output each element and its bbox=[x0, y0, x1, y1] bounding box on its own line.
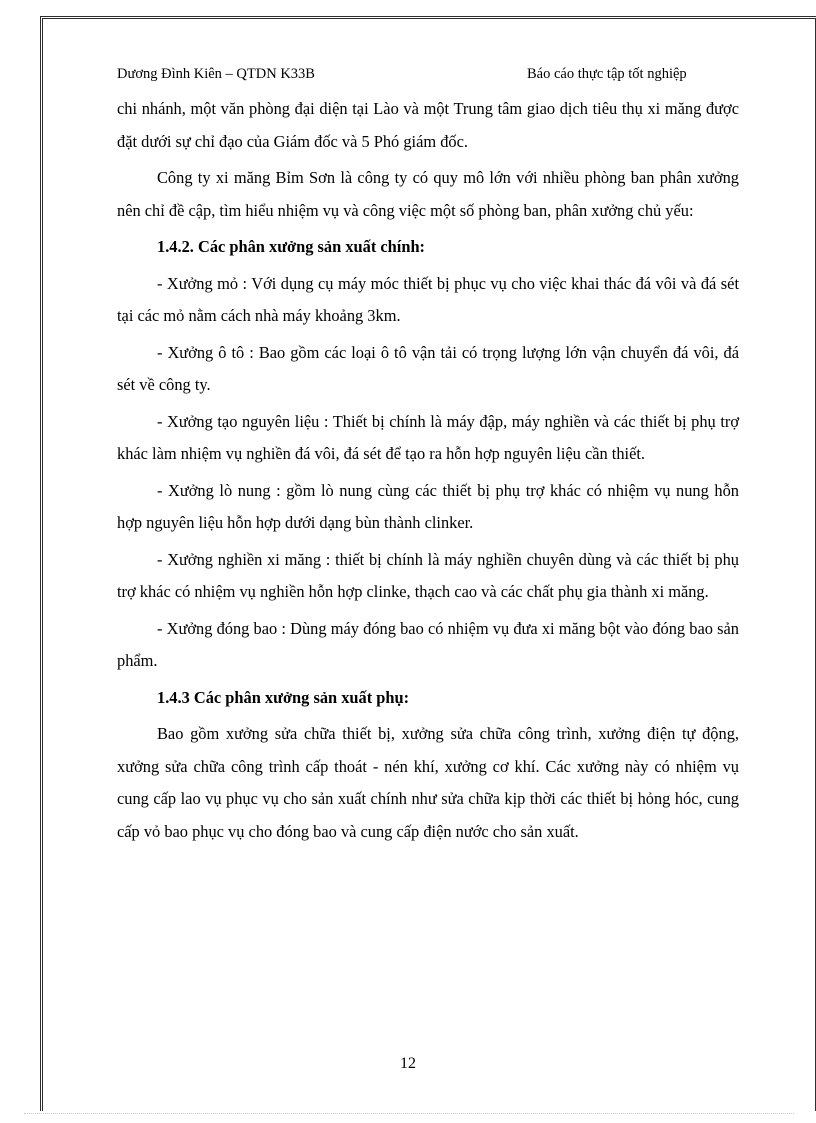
paragraph-xuong-dong-bao: - Xưởng đóng bao : Dùng máy đóng bao có nhiệm vụ đưa xi măng bột vào đóng bao sản phẩm. bbox=[117, 618, 739, 670]
paragraph-company-overview: Công ty xi măng Bỉm Sơn là công ty có quy mô lớn với nhiều phòng ban phân xưởng nên chỉ đề cập, tìm hiểu nhiệm vụ và công việc một số phòng ban, phân xưởng chủ yếu: bbox=[117, 168, 739, 220]
paragraph-xuong-oto: - Xưởng ô tô : Bao gồm các loại ô tô vận tải có trọng lượng lớn vận chuyển đá vôi, đá sét về công ty. bbox=[117, 342, 739, 394]
page-bottom-divider bbox=[24, 1113, 794, 1114]
paragraph-xuong-tao-nguyen-lieu: - Xưởng tạo nguyên liệu : Thiết bị chính là máy đập, máy nghiền và các thiết bị phụ trợ khác làm nhiệm vụ nghiền đá vôi, đá sét để tạo ra hỗn hợp nguyên liệu cần thiết. bbox=[117, 411, 739, 463]
section-heading-1-4-3: 1.4.3 Các phân xưởng sản xuất phụ: bbox=[157, 687, 410, 707]
paragraph-intro-continued: chi nhánh, một văn phòng đại diện tại Lào và một Trung tâm giao dịch tiêu thụ xi măng được đặt dưới sự chỉ đạo của Giám đốc và 5 Phó giám đốc. bbox=[117, 99, 739, 151]
paragraph-xuong-lo-nung: - Xưởng lò nung : gồm lò nung cùng các thiết bị phụ trợ khác có nhiệm vụ nung hỗn hợp nguyên liệu hỗn hợp dưới dạng bùn thành clinker. bbox=[117, 480, 739, 532]
page-number: 12 bbox=[400, 1055, 416, 1072]
header-author: Dương Đình Kiên – QTDN K33B bbox=[117, 66, 315, 82]
paragraph-xuong-nghien-xi-mang: - Xưởng nghiền xi măng : thiết bị chính là máy nghiền chuyên dùng và các thiết bị phụ trợ khác có nhiệm vụ nghiền hỗn hợp clinke, thạch cao và các chất phụ gia thành xi măng. bbox=[117, 549, 739, 601]
header-report-title: Báo cáo thực tập tốt nghiệp bbox=[527, 66, 687, 82]
section-heading-1-4-2: 1.4.2. Các phân xưởng sản xuất chính: bbox=[157, 237, 426, 256]
paragraph-xuong-phu: Bao gồm xưởng sửa chữa thiết bị, xưởng sửa chữa công trình, xưởng điện tự động, xưởng sửa chữa công trình cấp thoát - nén khí, xưởng cơ khí. Các xưởng này có nhiệm vụ cung cấp lao vụ phục vụ cho sản xuất chính như sửa chữa kịp thời các thiết bị hỏng hóc, cung cấp vỏ bao phục vụ cho đóng bao và cung cấp điện nước cho sản xuất. bbox=[117, 724, 739, 841]
running-header bbox=[117, 66, 737, 86]
document-body bbox=[117, 93, 739, 852]
paragraph-xuong-mo: - Xưởng mỏ : Với dụng cụ máy móc thiết bị phục vụ cho việc khai thác đá vôi và đá sét tại các mỏ nằm cách nhà máy khoảng 3km. bbox=[117, 273, 739, 325]
